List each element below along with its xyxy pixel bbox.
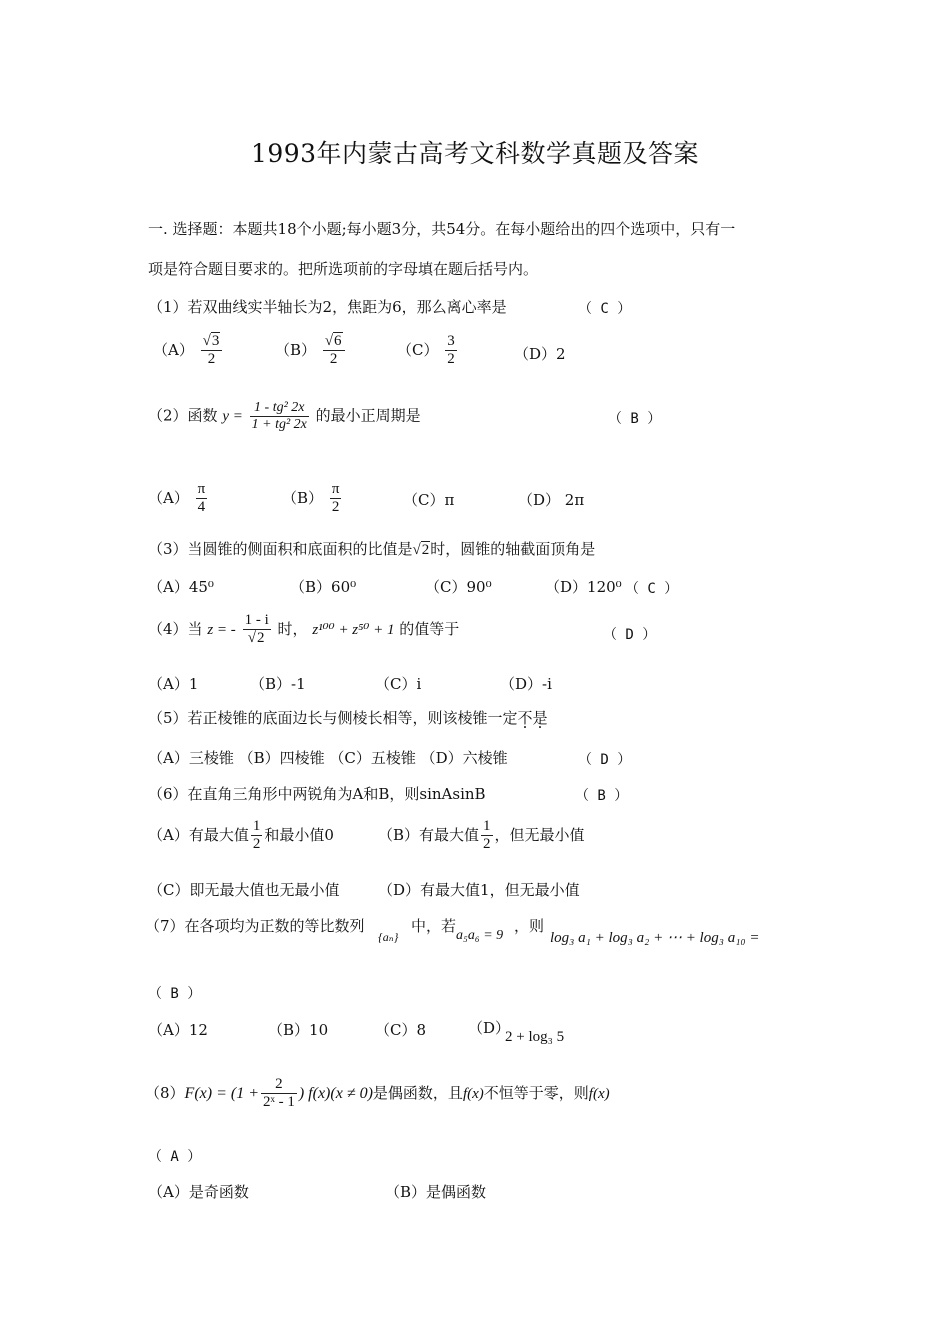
- q7-option-d-label: （D）: [468, 1019, 511, 1037]
- q4-stem: （4）当 z = - $\frac{1 - i}{√2}$ 时， z¹⁰⁰ + z⁵⁰ + 1 的值等于: [148, 612, 460, 647]
- q8-lhs: F(x) = (1 +: [184, 1084, 259, 1102]
- q8-num: 2: [261, 1076, 297, 1094]
- q1-c-den: 2: [447, 351, 455, 368]
- q2-option-d: （D） 2π: [518, 491, 585, 509]
- q5-dotted-2: 是: [532, 709, 548, 727]
- q7-expr: log₃ a₁ + log₃ a₂ + ⋯ + log₃ a₁₀ =: [550, 930, 760, 946]
- q4-expr: z¹⁰⁰ + z⁵⁰ + 1: [312, 621, 395, 638]
- q6-b-post: ，但无最小值: [494, 825, 585, 844]
- page-title: 1993年内蒙古高考文科数学真题及答案: [250, 139, 700, 168]
- q2-a-label: （A）: [148, 488, 189, 507]
- q2-answer: （ B ）: [608, 411, 662, 427]
- q8-answer: （ A ）: [148, 1149, 202, 1165]
- q5-options: （A）三棱锥 （B）四棱锥 （C）五棱锥 （D）六棱锥: [148, 749, 508, 767]
- q8-den: 2ˣ - 1: [263, 1094, 295, 1111]
- q3-stem-post: 时，圆锥的轴截面顶角是: [430, 540, 596, 558]
- q6-b-den: 2: [483, 836, 491, 853]
- q1-option-d: （D）2: [514, 345, 566, 363]
- q4-option-d: （D）-i: [500, 675, 552, 693]
- q1-b-den: 2: [329, 351, 338, 368]
- q1-b-num: 6: [334, 333, 342, 349]
- section-intro-line2: 项是符合题目要求的。把所选项前的字母填在题后括号内。: [148, 260, 539, 278]
- q5-answer: （ D ）: [578, 752, 632, 768]
- q6-a-pre: （A）有最大值: [148, 825, 249, 844]
- q5-stem: [148, 707, 548, 728]
- q1-option-c: [397, 333, 459, 369]
- q2-option-c: （C）π: [403, 491, 455, 509]
- q8-mid: 是偶函数，且: [372, 1083, 463, 1102]
- q8-pre: （8）: [145, 1083, 185, 1102]
- q4-num: 1 - i: [243, 612, 271, 630]
- q1-a-label: （A）: [153, 340, 194, 359]
- q2-tail: 的最小正周期是: [315, 406, 421, 425]
- q2-den: 1 + tg² 2x: [251, 417, 307, 433]
- q6-option-d: （D）有最大值1，但无最小值: [378, 881, 580, 899]
- q8-fx1: f(x): [462, 1085, 484, 1102]
- q6-stem: （6）在直角三角形中两锐角为A和B，则sinAsinB: [148, 785, 486, 803]
- q7-option-b: （B）10: [268, 1021, 329, 1039]
- q2-label: （2）函数: [148, 406, 218, 425]
- q2-a-num: π: [196, 481, 208, 499]
- q8-fx2: f(x): [588, 1085, 610, 1102]
- q6-a-num: 1: [251, 818, 263, 836]
- q2-y: y =: [222, 408, 243, 425]
- q7-cond: a₅a₆ = 9: [456, 928, 504, 943]
- q2-b-den: 2: [331, 499, 340, 516]
- q7-answer: （ B ）: [148, 986, 202, 1002]
- q2-option-b: [282, 481, 343, 517]
- q1-option-a: （A） $\frac{√3}{2}$: [153, 333, 224, 369]
- q4-option-b: （B）-1: [250, 675, 306, 693]
- q1-answer: （ C ）: [578, 301, 632, 317]
- q8-option-a: （A）是奇函数: [148, 1183, 249, 1201]
- section-intro-line1: 一. 选择题：本题共18个小题;每小题3分，共54分。在每小题给出的四个选项中，只有一: [148, 220, 736, 238]
- q1-a-den: 2: [207, 351, 216, 368]
- q7-seq: {aₙ}: [378, 930, 399, 944]
- q1-c-label: （C）: [397, 340, 439, 359]
- q2-option-a: [148, 481, 209, 517]
- q1-stem: （1）若双曲线实半轴长为2，焦距为6，那么离心率是: [148, 298, 507, 316]
- q1-option-b: （B） $\frac{√6}{2}$: [275, 333, 347, 369]
- q4-den: 2: [257, 630, 265, 647]
- q6-option-c: （C）即无最大值也无最小值: [148, 881, 340, 899]
- q6-answer: （ B ）: [575, 788, 629, 804]
- q4-answer: （ D ）: [603, 627, 657, 643]
- q6-a-den: 2: [252, 836, 261, 853]
- q4-option-c: （C）i: [375, 675, 422, 693]
- q6-b-pre: （B）有最大值: [378, 825, 480, 844]
- q7-option-a: （A）12: [148, 1021, 208, 1039]
- q3-option-c: （C）90⁰: [425, 578, 492, 596]
- q7-option-c: （C）8: [375, 1021, 427, 1039]
- q5-dotted-1: 不: [517, 709, 533, 727]
- q4-z: z = -: [207, 621, 236, 638]
- q3-option-d: （D）120⁰: [545, 578, 622, 596]
- q6-option-b: [378, 818, 585, 854]
- q3-stem-pre: （3）当圆锥的侧面积和底面积的比值是: [148, 540, 413, 558]
- q8-mid2: 不恒等于零，则: [483, 1083, 589, 1102]
- q4-pre: （4）当: [148, 619, 203, 638]
- q3-answer: （ C ）: [625, 581, 679, 597]
- q7-comma: ，则: [514, 917, 545, 935]
- q3-option-b: （B）60⁰: [290, 578, 357, 596]
- q2-stem: [148, 400, 421, 433]
- q6-a-post: 和最小值0: [264, 825, 334, 844]
- q8-stem: [145, 1076, 610, 1112]
- q6-b-num: 1: [481, 818, 493, 836]
- q1-a-num: 3: [211, 333, 220, 349]
- q7-option-d-expr: 2 + log₃ 5: [505, 1029, 565, 1045]
- q8-option-b: （B）是偶函数: [385, 1183, 487, 1201]
- q8-rhs: ) f(x)(x ≠ 0): [298, 1084, 373, 1102]
- q1-c-num: 3: [445, 333, 457, 351]
- q5-stem-pre: （5）若正棱锥的底面边长与侧棱长相等，则该棱锥一定: [148, 709, 518, 727]
- q4-option-a: （A）1: [148, 675, 199, 693]
- q3-sqrt: 2: [421, 542, 430, 558]
- q3-option-a: （A）45⁰: [148, 578, 214, 596]
- q4-post: 的值等于: [399, 619, 460, 638]
- q7-pre: （7）在各项均为正数的等比数列: [145, 917, 365, 935]
- q3-stem: （3）当圆锥的侧面积和底面积的比值是√2时，圆锥的轴截面顶角是: [148, 540, 596, 558]
- q4-mid: 时，: [277, 619, 308, 638]
- q2-a-den: 4: [197, 499, 206, 516]
- q1-b-label: （B）: [275, 340, 317, 359]
- q7-mid: 中，若: [411, 917, 457, 935]
- q6-option-a: [148, 818, 334, 854]
- q2-b-num: π: [330, 481, 342, 499]
- q2-b-label: （B）: [282, 488, 324, 507]
- q2-num: 1 - tg² 2x: [250, 400, 309, 417]
